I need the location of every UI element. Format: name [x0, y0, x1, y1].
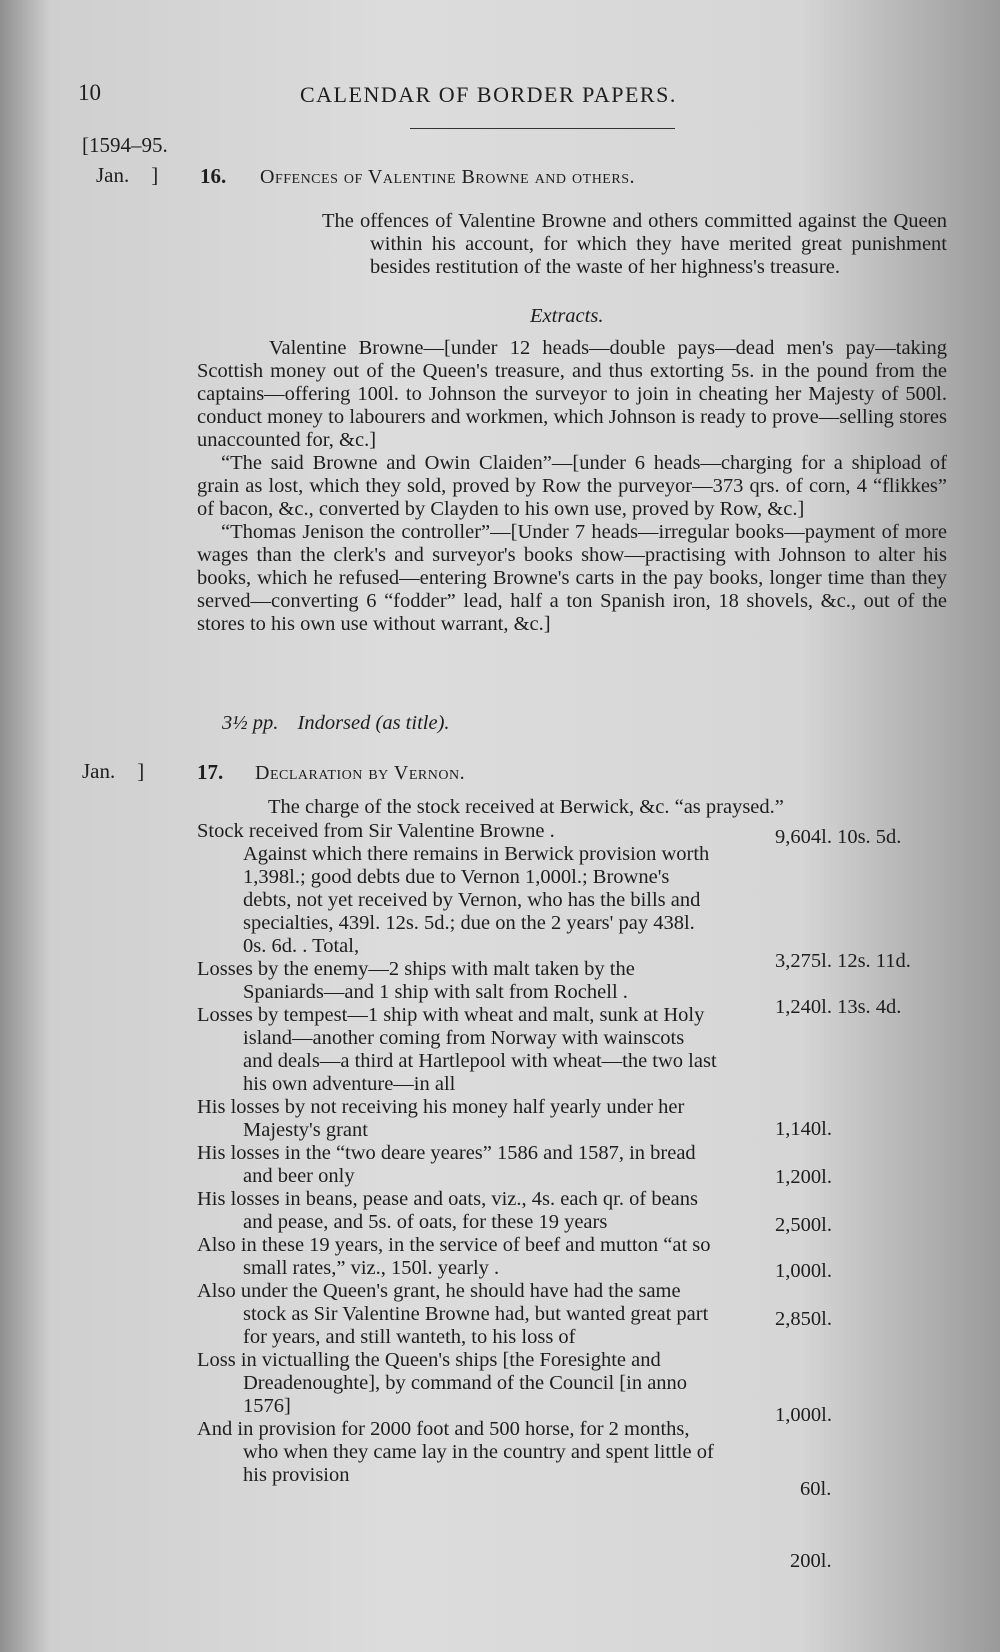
account-item-10-amount: 200l.: [790, 1550, 832, 1572]
account-item-3-text: Losses by tempest—1 ship with wheat and malt, sunk at Holy island—another coming from Norway with wainscots and deals—a third at Hartlepool with wheat—the two last his own adventure—in all: [197, 1004, 717, 1095]
account-item-6-amount: 1,000l.: [775, 1260, 832, 1282]
entry17-date-month: Jan.: [82, 759, 116, 783]
entry16-date: [96, 162, 158, 189]
account-item-0-amount: 9,604l. 10s. 5d.: [775, 826, 902, 848]
entry17-number: 17.: [197, 760, 224, 784]
extracts-label: Extracts.: [530, 305, 604, 327]
accounts-text-block: [197, 820, 717, 1487]
entry16-endorsed: Indorsed (as title).: [297, 712, 450, 734]
entry16-pages: 3½ pp.: [222, 712, 279, 734]
account-item-2-text: Losses by the enemy—2 ships with malt taken by the Spaniards—and 1 ship with salt from Rochell .: [197, 958, 635, 1003]
account-item-10-text: And in provision for 2000 foot and 500 horse, for 2 months, who when they came lay in the country and spent little of his provision: [197, 1418, 714, 1486]
account-item-7-text: Also in these 19 years, in the service of beef and mutton “at so small rates,” viz., 150l. yearly .: [197, 1234, 711, 1279]
account-item-0-text: Stock received from Sir Valentine Browne .: [197, 820, 555, 842]
entry16-date-year: [1594–95.: [82, 133, 168, 157]
account-item-8-text: Also under the Queen's grant, he should have had the same stock as Sir Valentine Browne had, but wanted great part for years, and still wanteth, to his loss of: [197, 1280, 709, 1348]
account-item-4-text: His losses by not receiving his money half yearly under her Majesty's grant: [197, 1096, 685, 1141]
entry16-para2: “The said Browne and Owin Claiden”—[under 6 heads—charging for a shipload of grain as lost, which they sold, proved by Row the purveyor—373 qrs. of corn, 4 “flikkes” of bacon, &c., converted by Clayden to his own use, proved by Row, &c.]: [197, 452, 947, 520]
entry16-summary-block: [322, 210, 947, 279]
account-item-5-text: His losses in the “two deare yeares” 1586 and 1587, in bread and beer only: [197, 1142, 696, 1187]
entry16-summary: The offences of Valentine Browne and others committed against the Queen within his account, for which they have merited great punishment besides restitution of the waste of her highness's treasure.: [322, 210, 947, 278]
account-item-2-amount: 1,240l. 13s. 4d.: [775, 996, 902, 1018]
account-item-7-amount: 2,850l.: [775, 1308, 832, 1330]
account-item-8-amount: 1,000l.: [775, 1404, 832, 1426]
entry17-title: Declaration by Vernon.: [255, 762, 466, 784]
account-item-4-amount: 1,200l.: [775, 1166, 832, 1188]
entry16-para1: Valentine Browne—[under 12 heads—double pays—dead men's pay—taking Scottish money out of the Queen's treasure, and thus extorting 5s. in the pound from the captains—offering 100l. to Johnson the surveyor to join in cheating her Majesty of 500l. conduct money to labourers and workmen, which Johnson is ready to prove—selling stores unaccounted for, &c.]: [197, 337, 947, 451]
account-item-9-text: Loss in victualling the Queen's ships [the Foresighte and Dreadenoughte], by command of the Council [in anno 1576]: [197, 1349, 688, 1417]
entry17-date: [82, 758, 144, 785]
account-item-9-amount: 60l.: [800, 1478, 832, 1500]
entry16-number: 16.: [200, 164, 227, 188]
header-rule: [410, 128, 675, 129]
entry16-body: [197, 337, 947, 636]
entry17-date-bracket: ]: [137, 759, 145, 783]
entry16-para3: “Thomas Jenison the controller”—[Under 7 heads—irregular books—payment of more wages than the clerk's and surveyor's books show—practising with Johnson to alter his books, which he refused—entering Browne's carts in the pay books, longer time than they served—converting 6 “fodder” lead, half a ton Spanish iron, 18 shovels, &c., out of the stores to his own use without warrant, &c.]: [197, 521, 947, 635]
running-title: CALENDAR OF BORDER PAPERS.: [300, 82, 677, 107]
entry16-title: Offences of Valentine Browne and others.: [260, 166, 635, 188]
entry16-date-bracket: ]: [151, 163, 159, 187]
account-item-1-text: Against which there remains in Berwick provision worth 1,398l.; good debts due to Vernon 1,000l.; Browne's debts, not yet received by Vernon, who has the bills and specialties, 439l. 12s. 5d.; due on the 2 years' pay 438l. 0s. 6d. . Total,: [243, 843, 710, 957]
page-number: 10: [78, 80, 101, 105]
entry17-intro: The charge of the stock received at Berwick, &c. “as praysed.”: [268, 796, 784, 818]
account-item-6-text: His losses in beans, pease and oats, viz., 4s. each qr. of beans and pease, and 5s. of oats, for these 19 years: [197, 1188, 698, 1233]
entry16-endorsement: [222, 712, 450, 735]
account-item-1-amount: 3,275l. 12s. 11d.: [775, 950, 911, 972]
entry16-date-month: Jan.: [96, 163, 130, 187]
account-item-3-amount: 1,140l.: [775, 1118, 832, 1140]
account-item-5-amount: 2,500l.: [775, 1214, 832, 1236]
